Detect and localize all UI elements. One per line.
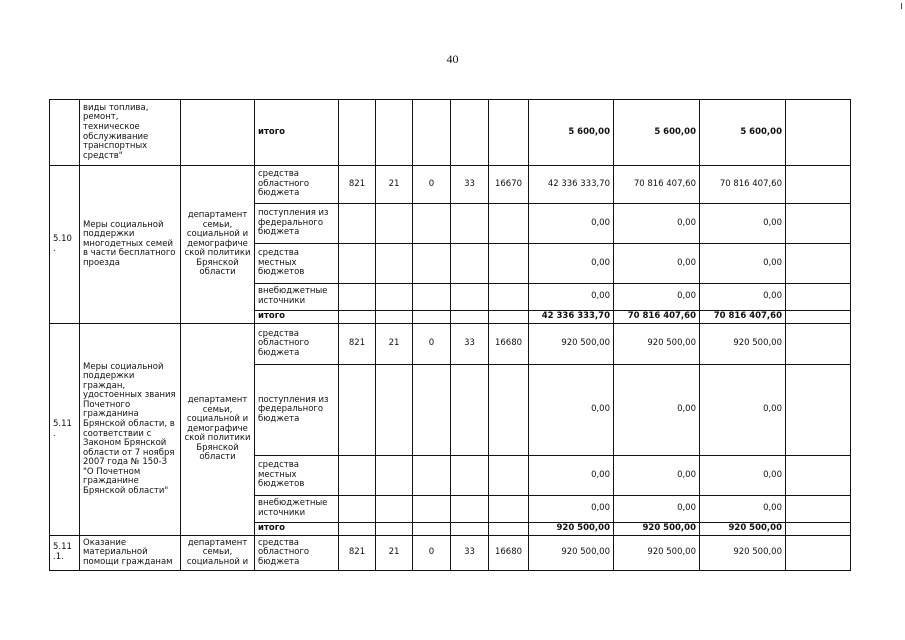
amount-year-1: 5 600,00: [529, 100, 614, 166]
amount-year-2: 920 500,00: [614, 324, 700, 365]
program-code: [451, 311, 489, 324]
section-code: 21: [376, 536, 413, 571]
item-department: [181, 100, 255, 166]
amount-year-1: 920 500,00: [529, 536, 614, 571]
empty-cell: [786, 496, 851, 523]
program-code: [451, 456, 489, 496]
amount-year-1: 0,00: [529, 204, 614, 244]
item-name: виды топлива, ремонт, техническое обслуживание транспортных средств": [80, 100, 181, 166]
section-code: 21: [376, 166, 413, 204]
program-code: [451, 496, 489, 523]
grbs-code: [339, 496, 376, 523]
grbs-code: [339, 204, 376, 244]
section-code: 21: [376, 324, 413, 365]
program-code: 33: [451, 166, 489, 204]
target-code: [489, 204, 529, 244]
amount-year-1: 0,00: [529, 456, 614, 496]
item-code: 5.11 .1.: [50, 536, 80, 571]
empty-cell: [786, 536, 851, 571]
grbs-code: [339, 284, 376, 311]
amount-year-1: 920 500,00: [529, 324, 614, 365]
empty-cell: [786, 204, 851, 244]
subsection-code: [413, 204, 451, 244]
target-code: 16680: [489, 324, 529, 365]
amount-year-3: 0,00: [700, 456, 786, 496]
amount-year-2: 5 600,00: [614, 100, 700, 166]
funding-source: итого: [255, 100, 339, 166]
section-code: [376, 100, 413, 166]
program-code: [451, 204, 489, 244]
amount-year-2: 70 816 407,60: [614, 311, 700, 324]
amount-year-3: 70 816 407,60: [700, 311, 786, 324]
program-code: 33: [451, 324, 489, 365]
amount-year-3: 920 500,00: [700, 536, 786, 571]
subsection-code: [413, 456, 451, 496]
amount-year-3: 70 816 407,60: [700, 166, 786, 204]
subsection-code: [413, 100, 451, 166]
funding-source: итого: [255, 311, 339, 324]
target-code: [489, 456, 529, 496]
target-code: [489, 244, 529, 284]
item-code: 5.10 .: [50, 166, 80, 324]
section-code: [376, 311, 413, 324]
subsection-code: [413, 496, 451, 523]
funding-source: средства областного бюджета: [255, 536, 339, 571]
amount-year-3: 0,00: [700, 244, 786, 284]
table-row: [50, 536, 851, 571]
funding-source: итого: [255, 523, 339, 536]
empty-cell: [786, 365, 851, 456]
program-code: 33: [451, 536, 489, 571]
grbs-code: 821: [339, 166, 376, 204]
empty-cell: [786, 456, 851, 496]
program-code: [451, 244, 489, 284]
amount-year-3: 5 600,00: [700, 100, 786, 166]
item-department: департамент семьи, социальной и демографиче ской политики Брянской области: [181, 166, 255, 324]
grbs-code: [339, 244, 376, 284]
program-code: [451, 365, 489, 456]
amount-year-2: 0,00: [614, 456, 700, 496]
amount-year-3: 0,00: [700, 496, 786, 523]
section-code: [376, 284, 413, 311]
funding-source: поступления из федерального бюджета: [255, 365, 339, 456]
amount-year-3: 920 500,00: [700, 324, 786, 365]
subsection-code: [413, 284, 451, 311]
subsection-code: [413, 311, 451, 324]
empty-cell: [786, 284, 851, 311]
funding-source: внебюджетные источники: [255, 496, 339, 523]
subsection-code: [413, 244, 451, 284]
page-number: 40: [446, 52, 459, 66]
item-department: департамент семьи, социальной и: [181, 536, 255, 571]
amount-year-2: 0,00: [614, 496, 700, 523]
amount-year-3: 0,00: [700, 365, 786, 456]
amount-year-1: 920 500,00: [529, 523, 614, 536]
target-code: [489, 365, 529, 456]
subsection-code: [413, 523, 451, 536]
item-code: 5.11 .: [50, 324, 80, 536]
table-row: [50, 100, 851, 166]
amount-year-3: 0,00: [700, 284, 786, 311]
item-code: [50, 100, 80, 166]
empty-cell: [786, 244, 851, 284]
funding-source: средства местных бюджетов: [255, 456, 339, 496]
edge-mark: [901, 3, 902, 9]
target-code: [489, 100, 529, 166]
amount-year-2: 920 500,00: [614, 523, 700, 536]
grbs-code: [339, 456, 376, 496]
section-code: [376, 496, 413, 523]
section-code: [376, 204, 413, 244]
program-code: [451, 284, 489, 311]
budget-table: [49, 99, 851, 571]
funding-source: средства областного бюджета: [255, 166, 339, 204]
target-code: [489, 284, 529, 311]
subsection-code: 0: [413, 324, 451, 365]
amount-year-2: 0,00: [614, 204, 700, 244]
program-code: [451, 100, 489, 166]
grbs-code: [339, 523, 376, 536]
subsection-code: 0: [413, 536, 451, 571]
amount-year-2: 0,00: [614, 365, 700, 456]
amount-year-1: 0,00: [529, 496, 614, 523]
grbs-code: [339, 311, 376, 324]
grbs-code: [339, 365, 376, 456]
section-code: [376, 244, 413, 284]
item-name: Оказание материальной помощи гражданам: [80, 536, 181, 571]
program-code: [451, 523, 489, 536]
amount-year-2: 920 500,00: [614, 536, 700, 571]
grbs-code: 821: [339, 536, 376, 571]
grbs-code: [339, 100, 376, 166]
funding-source: внебюджетные источники: [255, 284, 339, 311]
empty-cell: [786, 523, 851, 536]
amount-year-1: 42 336 333,70: [529, 311, 614, 324]
section-code: [376, 365, 413, 456]
empty-cell: [786, 100, 851, 166]
item-department: департамент семьи, социальной и демографиче ской политики Брянской области: [181, 324, 255, 536]
target-code: 16670: [489, 166, 529, 204]
section-code: [376, 523, 413, 536]
target-code: 16680: [489, 536, 529, 571]
section-code: [376, 456, 413, 496]
grbs-code: 821: [339, 324, 376, 365]
amount-year-2: 70 816 407,60: [614, 166, 700, 204]
amount-year-2: 0,00: [614, 284, 700, 311]
target-code: [489, 496, 529, 523]
amount-year-1: 0,00: [529, 244, 614, 284]
subsection-code: 0: [413, 166, 451, 204]
target-code: [489, 311, 529, 324]
empty-cell: [786, 166, 851, 204]
subsection-code: [413, 365, 451, 456]
funding-source: средства областного бюджета: [255, 324, 339, 365]
funding-source: средства местных бюджетов: [255, 244, 339, 284]
amount-year-2: 0,00: [614, 244, 700, 284]
amount-year-1: 42 336 333,70: [529, 166, 614, 204]
empty-cell: [786, 324, 851, 365]
amount-year-3: 920 500,00: [700, 523, 786, 536]
amount-year-1: 0,00: [529, 284, 614, 311]
table-row: [50, 324, 851, 365]
amount-year-3: 0,00: [700, 204, 786, 244]
item-name: Меры социальной поддержки граждан, удостоенных звания Почетного гражданина Брянской области, в соответствии с Законом Брянской области от 7 ноября 2007 года № 150-З "О Почетном гражданине Брянской области": [80, 324, 181, 536]
funding-source: поступления из федерального бюджета: [255, 204, 339, 244]
item-name: Меры социальной поддержки многодетных семей в части бесплатного проезда: [80, 166, 181, 324]
amount-year-1: 0,00: [529, 365, 614, 456]
empty-cell: [786, 311, 851, 324]
target-code: [489, 523, 529, 536]
table-row: [50, 166, 851, 204]
